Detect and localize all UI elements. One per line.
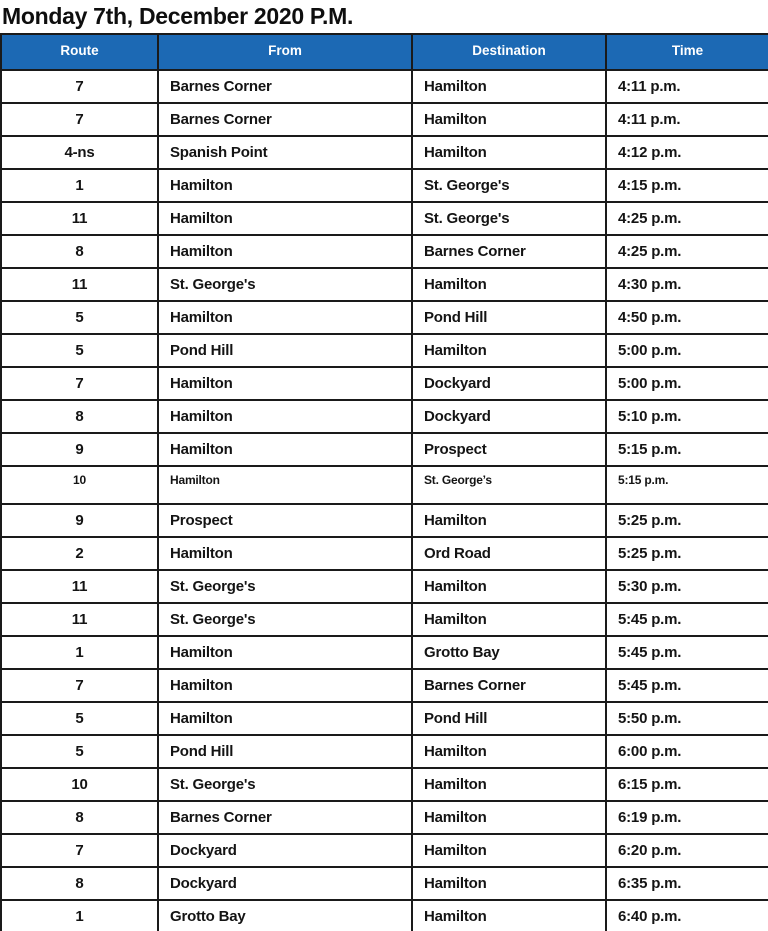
cell-time: 5:15 p.m. <box>606 466 768 504</box>
table-row <box>1 301 768 334</box>
cell-destination: Hamilton <box>412 768 606 801</box>
cell-from: Hamilton <box>158 636 412 669</box>
cell-from: Hamilton <box>158 466 412 504</box>
cell-route: 4-ns <box>1 136 158 169</box>
cell-route: 7 <box>1 103 158 136</box>
cell-destination: St. George's <box>412 202 606 235</box>
cell-route: 8 <box>1 400 158 433</box>
cell-route: 1 <box>1 900 158 931</box>
cell-route: 1 <box>1 636 158 669</box>
cell-destination: Hamilton <box>412 334 606 367</box>
cell-time: 5:25 p.m. <box>606 537 768 570</box>
cell-route: 2 <box>1 537 158 570</box>
cell-time: 6:40 p.m. <box>606 900 768 931</box>
cell-route: 5 <box>1 702 158 735</box>
column-header-from: From <box>158 34 412 70</box>
cell-from: Hamilton <box>158 400 412 433</box>
cell-route: 9 <box>1 504 158 537</box>
cell-time: 4:15 p.m. <box>606 169 768 202</box>
cell-time: 6:35 p.m. <box>606 867 768 900</box>
cell-from: Hamilton <box>158 702 412 735</box>
table-row <box>1 834 768 867</box>
cell-from: Barnes Corner <box>158 70 412 103</box>
table-row <box>1 334 768 367</box>
cell-destination: Hamilton <box>412 900 606 931</box>
cell-route: 8 <box>1 867 158 900</box>
cell-time: 5:00 p.m. <box>606 334 768 367</box>
cell-destination: Hamilton <box>412 801 606 834</box>
cell-route: 10 <box>1 466 158 504</box>
cell-time: 4:25 p.m. <box>606 235 768 268</box>
cell-route: 8 <box>1 801 158 834</box>
cell-from: St. George's <box>158 603 412 636</box>
cell-route: 11 <box>1 202 158 235</box>
cell-from: Hamilton <box>158 235 412 268</box>
cell-time: 4:50 p.m. <box>606 301 768 334</box>
table-row <box>1 735 768 768</box>
cell-destination: Prospect <box>412 433 606 466</box>
cell-from: Hamilton <box>158 669 412 702</box>
cell-destination: Pond Hill <box>412 301 606 334</box>
cell-time: 4:30 p.m. <box>606 268 768 301</box>
cell-route: 7 <box>1 834 158 867</box>
cell-time: 5:45 p.m. <box>606 669 768 702</box>
cell-from: Pond Hill <box>158 735 412 768</box>
cell-destination: Hamilton <box>412 268 606 301</box>
cell-route: 9 <box>1 433 158 466</box>
cell-from: St. George's <box>158 768 412 801</box>
cell-destination: St. George's <box>412 169 606 202</box>
cell-time: 5:50 p.m. <box>606 702 768 735</box>
cell-from: Hamilton <box>158 537 412 570</box>
table-row <box>1 70 768 103</box>
cell-route: 1 <box>1 169 158 202</box>
cell-from: St. George's <box>158 268 412 301</box>
cell-from: Dockyard <box>158 834 412 867</box>
table-row <box>1 537 768 570</box>
cell-destination: Hamilton <box>412 867 606 900</box>
cell-destination: Barnes Corner <box>412 669 606 702</box>
cell-destination: Hamilton <box>412 735 606 768</box>
cell-destination: Hamilton <box>412 70 606 103</box>
cell-destination: St. George’s <box>412 466 606 504</box>
cell-time: 5:45 p.m. <box>606 636 768 669</box>
cell-time: 5:25 p.m. <box>606 504 768 537</box>
cell-destination: Dockyard <box>412 367 606 400</box>
cell-route: 11 <box>1 268 158 301</box>
cell-destination: Hamilton <box>412 136 606 169</box>
cell-destination: Hamilton <box>412 834 606 867</box>
cell-destination: Dockyard <box>412 400 606 433</box>
column-header-time: Time <box>606 34 768 70</box>
cell-from: Barnes Corner <box>158 103 412 136</box>
cell-route: 10 <box>1 768 158 801</box>
table-row <box>1 433 768 466</box>
table-row <box>1 702 768 735</box>
cell-from: Hamilton <box>158 367 412 400</box>
table-row <box>1 202 768 235</box>
table-row <box>1 867 768 900</box>
cell-route: 5 <box>1 735 158 768</box>
cell-from: Hamilton <box>158 169 412 202</box>
table-row <box>1 466 768 504</box>
cell-time: 4:12 p.m. <box>606 136 768 169</box>
cell-route: 5 <box>1 334 158 367</box>
cell-time: 5:10 p.m. <box>606 400 768 433</box>
cell-destination: Hamilton <box>412 504 606 537</box>
column-header-destination: Destination <box>412 34 606 70</box>
cell-route: 5 <box>1 301 158 334</box>
cell-route: 7 <box>1 669 158 702</box>
table-row <box>1 103 768 136</box>
cell-route: 7 <box>1 70 158 103</box>
table-row <box>1 169 768 202</box>
cell-time: 6:15 p.m. <box>606 768 768 801</box>
table-row <box>1 570 768 603</box>
column-header-route: Route <box>1 34 158 70</box>
table-row <box>1 768 768 801</box>
table-header <box>1 34 768 70</box>
cell-route: 11 <box>1 603 158 636</box>
cell-route: 7 <box>1 367 158 400</box>
table-row <box>1 900 768 931</box>
cell-from: Hamilton <box>158 301 412 334</box>
cell-time: 4:11 p.m. <box>606 70 768 103</box>
cell-from: Prospect <box>158 504 412 537</box>
table-row <box>1 636 768 669</box>
schedule-table <box>0 33 768 931</box>
cell-time: 5:15 p.m. <box>606 433 768 466</box>
cell-from: Grotto Bay <box>158 900 412 931</box>
cell-destination: Grotto Bay <box>412 636 606 669</box>
cell-destination: Ord Road <box>412 537 606 570</box>
header-row <box>1 34 768 70</box>
table-row <box>1 801 768 834</box>
table-row <box>1 400 768 433</box>
cell-from: Hamilton <box>158 202 412 235</box>
cell-time: 4:11 p.m. <box>606 103 768 136</box>
cell-from: Pond Hill <box>158 334 412 367</box>
table-row <box>1 136 768 169</box>
table-row <box>1 268 768 301</box>
cell-route: 8 <box>1 235 158 268</box>
cell-time: 4:25 p.m. <box>606 202 768 235</box>
cell-destination: Hamilton <box>412 570 606 603</box>
cell-destination: Barnes Corner <box>412 235 606 268</box>
table-row <box>1 603 768 636</box>
cell-time: 6:00 p.m. <box>606 735 768 768</box>
table-row <box>1 504 768 537</box>
cell-time: 5:30 p.m. <box>606 570 768 603</box>
cell-destination: Hamilton <box>412 103 606 136</box>
table-row <box>1 235 768 268</box>
cell-from: Spanish Point <box>158 136 412 169</box>
cell-from: St. George's <box>158 570 412 603</box>
cell-time: 5:00 p.m. <box>606 367 768 400</box>
table-row <box>1 367 768 400</box>
cell-from: Hamilton <box>158 433 412 466</box>
cell-time: 6:20 p.m. <box>606 834 768 867</box>
cell-time: 5:45 p.m. <box>606 603 768 636</box>
table-body <box>1 70 768 931</box>
cell-destination: Hamilton <box>412 603 606 636</box>
cell-from: Barnes Corner <box>158 801 412 834</box>
cell-from: Dockyard <box>158 867 412 900</box>
cell-time: 6:19 p.m. <box>606 801 768 834</box>
cell-destination: Pond Hill <box>412 702 606 735</box>
cell-route: 11 <box>1 570 158 603</box>
table-row <box>1 669 768 702</box>
page-title: Monday 7th, December 2020 P.M. <box>2 3 354 29</box>
